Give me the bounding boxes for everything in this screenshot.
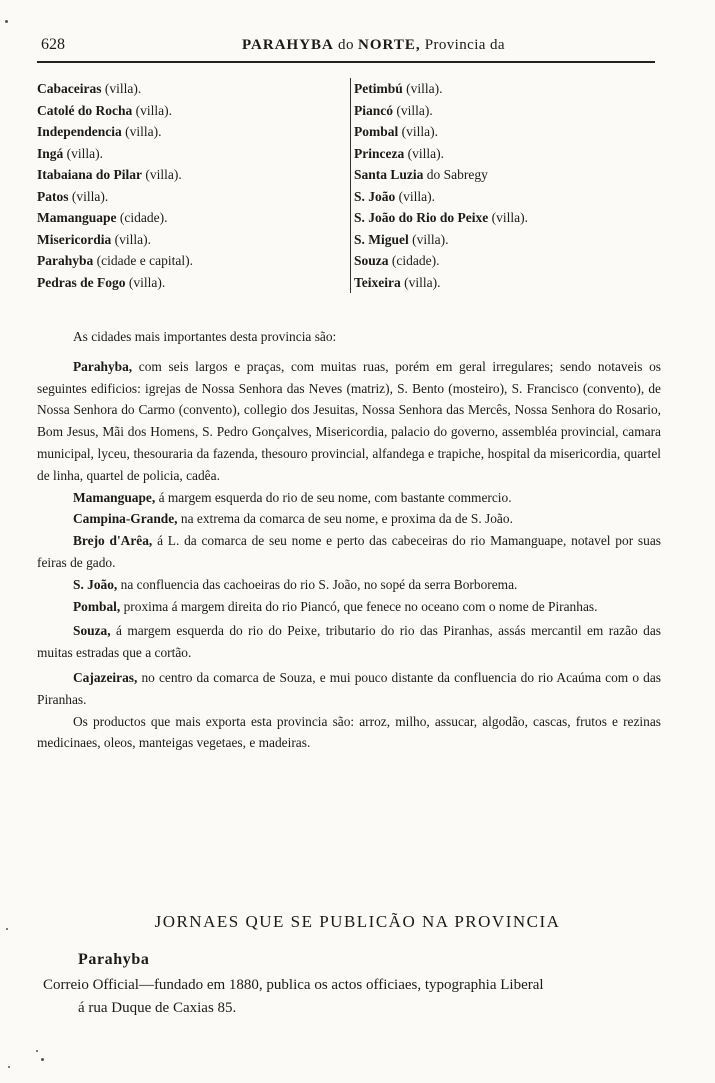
page-number: 628	[41, 36, 65, 53]
intro-paragraph: As cidades mais importantes desta provincia são:	[73, 329, 337, 344]
newspaper-entry-line2: á rua Duque de Caxias 85.	[78, 999, 237, 1016]
place-entry: Petimbú (villa).	[354, 81, 443, 96]
main-text	[37, 326, 661, 754]
print-speck	[41, 1058, 44, 1061]
place-entry: S. João do Rio do Peixe (villa).	[354, 210, 529, 225]
newspapers-section-title: JORNAES QUE SE PUBLICÃO NA PROVINCIA	[154, 912, 561, 931]
place-entry: Teixeira (villa).	[354, 274, 441, 290]
place-entry: Independencia (villa).	[37, 124, 162, 139]
paragraph-cajazeiras: Cajazeiras, no centro da comarca de Souza, e mui pouco distante da confluencia do rio Acaúma com o das Piranhas.	[37, 669, 661, 707]
place-entry: Patos (villa).	[37, 188, 109, 204]
place-entry: S. Miguel (villa).	[354, 231, 449, 247]
place-entry: Pedras de Fogo (villa).	[37, 274, 166, 290]
paragraph-mamanguape: Mamanguape, á margem esquerda do rio de seu nome, com bastante commercio.	[73, 489, 512, 505]
print-speck	[5, 20, 8, 23]
running-title-norte: NORTE,	[358, 37, 421, 53]
paragraph-brejo-d-area: Brejo d'Arêa, á L. da comarca de seu nome e perto das cabeceiras do rio Mamanguape, notavel por suas feiras de gado.	[37, 533, 661, 570]
place-entry: Pombal (villa).	[354, 124, 439, 139]
header-rule	[37, 61, 655, 63]
print-speck	[8, 1066, 10, 1068]
running-title-parahyba: PARAHYBA	[242, 37, 334, 53]
paragraph-parahyba: Parahyba, com seis largos e praças, com muitas ruas, porém em geral irregulares; sendo notaveis os seguintes edificios: igrejas de Nossa Senhora das Neves (matriz), S. Bento (mosteiro), S. Francisco (convento), de Nossa Senhora do Carmo (convento), collegio dos Jesuitas, Nossa Senhora das Mercês, Nossa Senhora do Rosario, Bom Jesus, Mãi dos Homens, S. Pedro Gonçalves, Misericordia, palacio do governo, assembléa provincial, camara municipal, lyceu, thesouraria da fazenda, thesouro provincial, alfandega e trapiche, hospital da misericordia, quartel de linha, quartel de policia, cadêa.	[37, 358, 661, 483]
page-header	[37, 36, 655, 58]
print-speck	[36, 1050, 38, 1052]
newspaper-entry-line1: Correio Official—fundado em 1880, publica os actos officiaes, typographia Liberal	[43, 977, 544, 993]
running-title	[242, 37, 505, 54]
paragraph-campina-grande: Campina-Grande, na extrema da comarca de seu nome, e proxima da de S. João.	[73, 511, 513, 527]
places-list-right	[350, 78, 664, 293]
paragraph-souza: Souza, á margem esquerda do rio do Peixe, tributario do rio das Piranhas, assás mercantil em razão das muitas estradas que a cortão.	[37, 623, 661, 661]
place-entry: Princeza (villa).	[354, 145, 444, 161]
place-entry: Itabaiana do Pilar (villa).	[37, 167, 182, 182]
newspapers-city-heading: Parahyba	[78, 951, 150, 968]
paragraph-s-joao: S. João, na confluencia das cachoeiras do rio S. João, no sopé da serra Borborema.	[73, 576, 518, 592]
place-entry: S. João (villa).	[354, 188, 436, 204]
place-entry: Misericordia (villa).	[37, 231, 151, 247]
place-entry: Parahyba (cidade e capital).	[37, 253, 193, 268]
newspaper-entry	[43, 974, 661, 1019]
running-title-do: do	[338, 37, 354, 53]
place-entry: Cabaceiras (villa).	[37, 81, 142, 96]
place-entry: Souza (cidade).	[354, 253, 440, 268]
place-entry: Santa Luzia do Sabregy	[354, 167, 488, 182]
running-title-provincia: Provincia da	[424, 37, 505, 53]
place-entry: Piancó (villa).	[354, 102, 433, 118]
paragraph-pombal: Pombal, proxima á margem direita do rio Piancó, que fenece no oceano com o nome de Piranhas.	[73, 598, 598, 614]
print-speck	[6, 928, 8, 930]
place-entry: Ingá (villa).	[37, 145, 104, 161]
paragraph-exports: Os productos que mais exporta esta provincia são: arroz, milho, assucar, algodão, cascas, frutos e rezinas medicinaes, oleos, manteigas vegetaes, e madeiras.	[37, 713, 661, 751]
place-entry: Catolé do Rocha (villa).	[37, 102, 172, 118]
places-list-left	[37, 78, 337, 293]
place-entry: Mamanguape (cidade).	[37, 210, 168, 225]
